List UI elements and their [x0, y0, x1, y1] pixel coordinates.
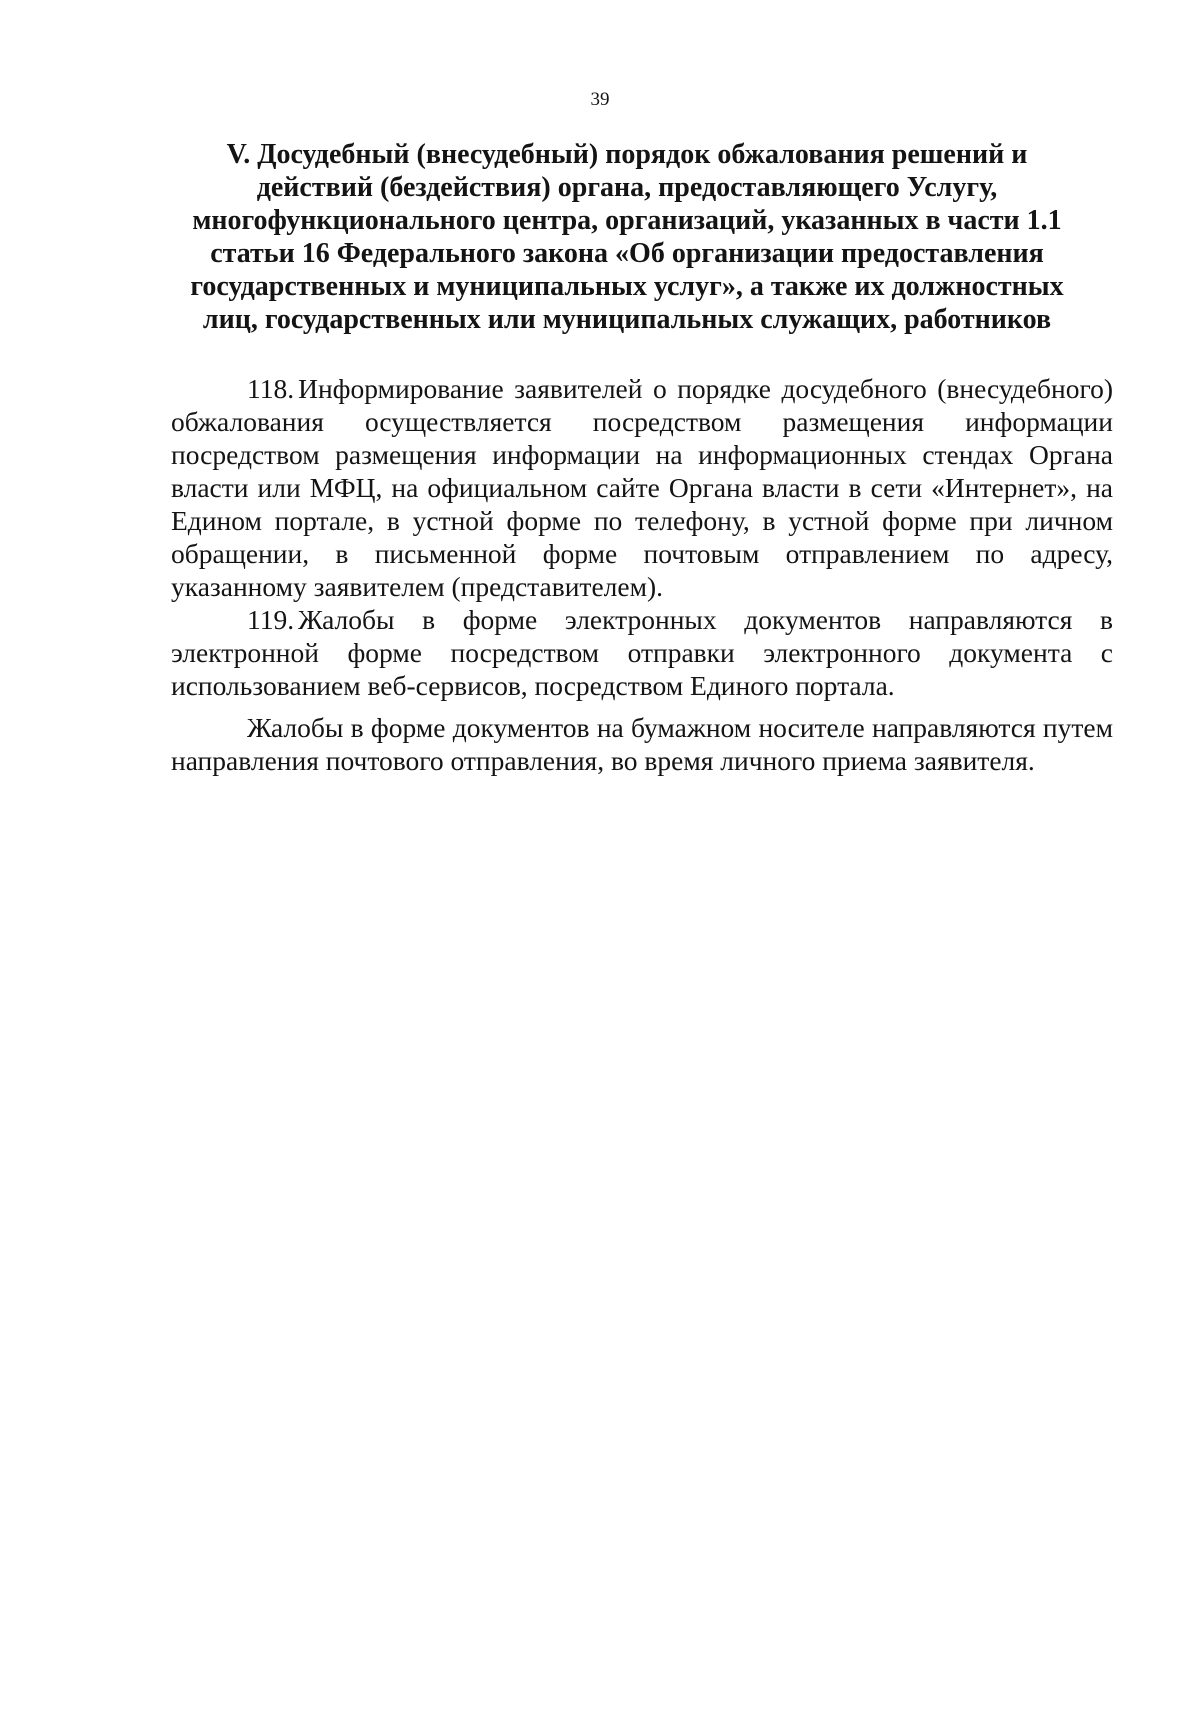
section-heading-line: государственных и муниципальных услуг», а также их должностных — [190, 271, 1064, 302]
section-heading-line: V. Досудебный (внесудебный) порядок обжалования решений и — [226, 139, 1028, 170]
document-body — [171, 372, 1113, 777]
paragraph-number: 118. — [247, 373, 295, 404]
section-heading-line: действий (бездействия) органа, предоставляющего Услугу, — [256, 172, 998, 203]
paragraph-text: Информирование заявителей о порядке досудебного (внесудебного) обжалования осуществляется посредством размещения информации посредством размещения информации на информационных стендах Органа власти или МФЦ, на официальном сайте Органа власти в сети «Интернет», на Едином портале, в устной форме по телефону, в устной форме при личном обращении, в письменной форме почтовым отправлением по адресу, указанному заявителем (представителем). — [171, 373, 1113, 602]
paragraph-text: Жалобы в форме электронных документов направляются в электронной форме посредством отправки электронного документа с использованием веб-сервисов, посредством Единого портала. — [171, 604, 1113, 701]
section-heading — [160, 138, 1094, 336]
section-heading-line: статьи 16 Федерального закона «Об организации предоставления — [210, 238, 1044, 269]
section-heading-line: лиц, государственных или муниципальных служащих, работников — [202, 304, 1052, 335]
paragraph-paper-complaints — [171, 711, 1113, 777]
paragraph-118 — [171, 372, 1113, 603]
paragraph-119 — [171, 603, 1113, 702]
section-heading-line: многофункционального центра, организаций, указанных в части 1.1 — [192, 205, 1062, 236]
page-number: 39 — [590, 89, 610, 110]
paragraph-number: 119. — [247, 604, 295, 635]
paragraph-text: Жалобы в форме документов на бумажном носителе направляются путем направления почтового отправления, во время личного приема заявителя. — [171, 712, 1113, 776]
